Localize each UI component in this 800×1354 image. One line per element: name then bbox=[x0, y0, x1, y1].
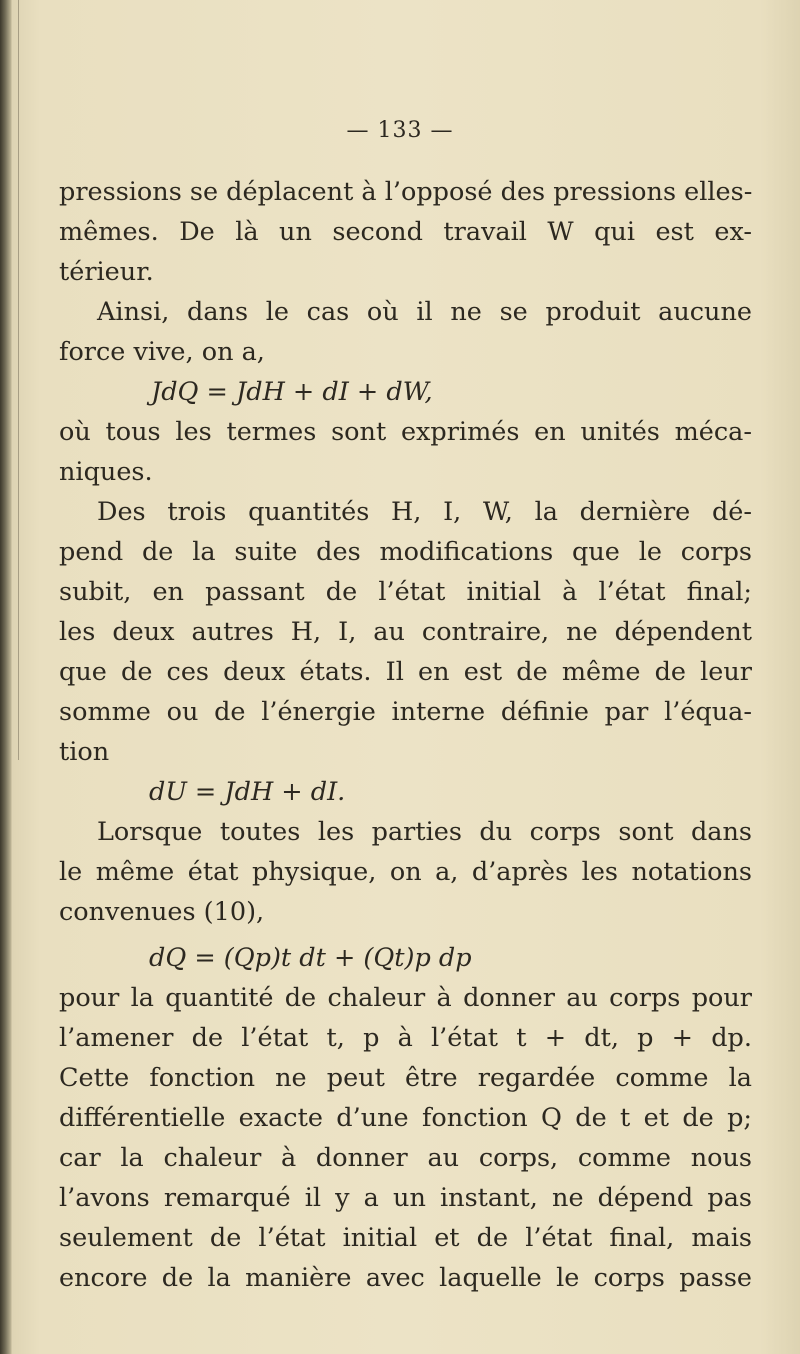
text-line: térieur. bbox=[59, 257, 154, 287]
text-line: l’avons remarqué il y a un instant, ne dépend pas bbox=[59, 1183, 752, 1213]
text-line: Ainsi, dans le cas où il ne se produit aucune bbox=[97, 297, 752, 327]
text-line: le même état physique, on a, d’après les notations bbox=[59, 857, 752, 887]
text-line: tion bbox=[59, 737, 110, 767]
text-line: car la chaleur à donner au corps, comme nous bbox=[59, 1143, 752, 1173]
text-line: l’amener de l’état t, p à l’état t + dt, p + dp. bbox=[59, 1023, 752, 1053]
text-line: mêmes. De là un second travail W qui est ex- bbox=[59, 217, 752, 247]
text-line: Lorsque toutes les parties du corps sont dans bbox=[97, 817, 752, 847]
text-line: niques. bbox=[59, 457, 153, 487]
text-line: encore de la manière avec laquelle le corps passe bbox=[59, 1263, 752, 1293]
text-line: seulement de l’état initial et de l’état final, mais bbox=[59, 1223, 752, 1253]
equation: JdQ = JdH + dI + dW, bbox=[151, 377, 433, 407]
text-line: les deux autres H, I, au contraire, ne dépendent bbox=[59, 617, 752, 647]
equation: dU = JdH + dI. bbox=[149, 777, 346, 807]
text-line: pressions se déplacent à l’opposé des pressions elles- bbox=[59, 177, 752, 207]
text-line: Cette fonction ne peut être regardée comme la bbox=[59, 1063, 752, 1093]
text-line: Des trois quantités H, I, W, la dernière dé- bbox=[97, 497, 752, 527]
text-line: différentielle exacte d’une fonction Q de t et de p; bbox=[59, 1103, 752, 1133]
text-line: pend de la suite des modifications que le corps bbox=[59, 537, 752, 567]
equation: dQ = (Qp)t dt + (Qt)p dp bbox=[149, 943, 472, 973]
text-line: subit, en passant de l’état initial à l’état final; bbox=[59, 577, 752, 607]
text-line: convenues (10), bbox=[59, 897, 265, 927]
text-line: pour la quantité de chaleur à donner au corps pour bbox=[59, 983, 752, 1013]
page-body bbox=[59, 172, 752, 1298]
text-line: où tous les termes sont exprimés en unités méca- bbox=[59, 417, 752, 447]
text-line: force vive, on a, bbox=[59, 337, 265, 367]
text-line: que de ces deux états. Il en est de même de leur bbox=[59, 657, 752, 687]
page-edge bbox=[18, 0, 19, 760]
book-spine-shadow bbox=[0, 0, 12, 1354]
page-number: — 133 — bbox=[346, 118, 454, 143]
text-line: somme ou de l’énergie interne définie par l’équa- bbox=[59, 697, 752, 727]
